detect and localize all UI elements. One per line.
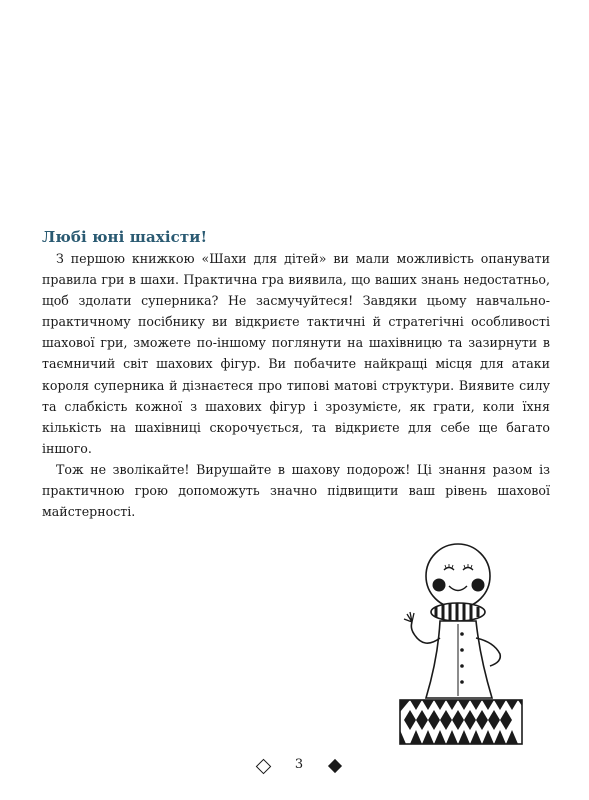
paragraph-1: З першою книжкою «Шахи для дітей» ви мали можливість опанувати правила гри в шахи. Практична гра виявила, що ваших знань недостатньо, щоб здолати суперника? Не засмучуйтеся! Завдяки цьому навчально-практичному посібнику ви відкриєте тактичні й стратегічні особливості шахової гри, зможете по-іншому поглянути на шахівницю та зазирнути в таємничий світ шахових фігур. Ви побачите найкращі місця для атаки короля суперника й дізнаєтеся про типові матові структури. Виявите силу та слабкість кожної з шахових фігур і зрозумієте, як грати, коли їхня кількість на шахівниці скорочується, та відкриєте для себе ще багато іншого. xyxy=(42,251,550,456)
page-title: Любі юні шахісти! xyxy=(42,228,208,246)
paragraph-2: Тож не зволікайте! Вирушайте в шахову подорож! Ці знання разом із практичною грою допоможуть значно підвищити ваш рівень шахової майстерності. xyxy=(42,461,550,520)
page-number: 3 xyxy=(294,757,304,772)
diamond-outline-icon xyxy=(256,759,272,775)
pawn-character-icon xyxy=(388,538,538,750)
page-footer xyxy=(0,755,589,779)
diamond-filled-icon xyxy=(328,759,342,773)
intro-text xyxy=(42,248,550,522)
